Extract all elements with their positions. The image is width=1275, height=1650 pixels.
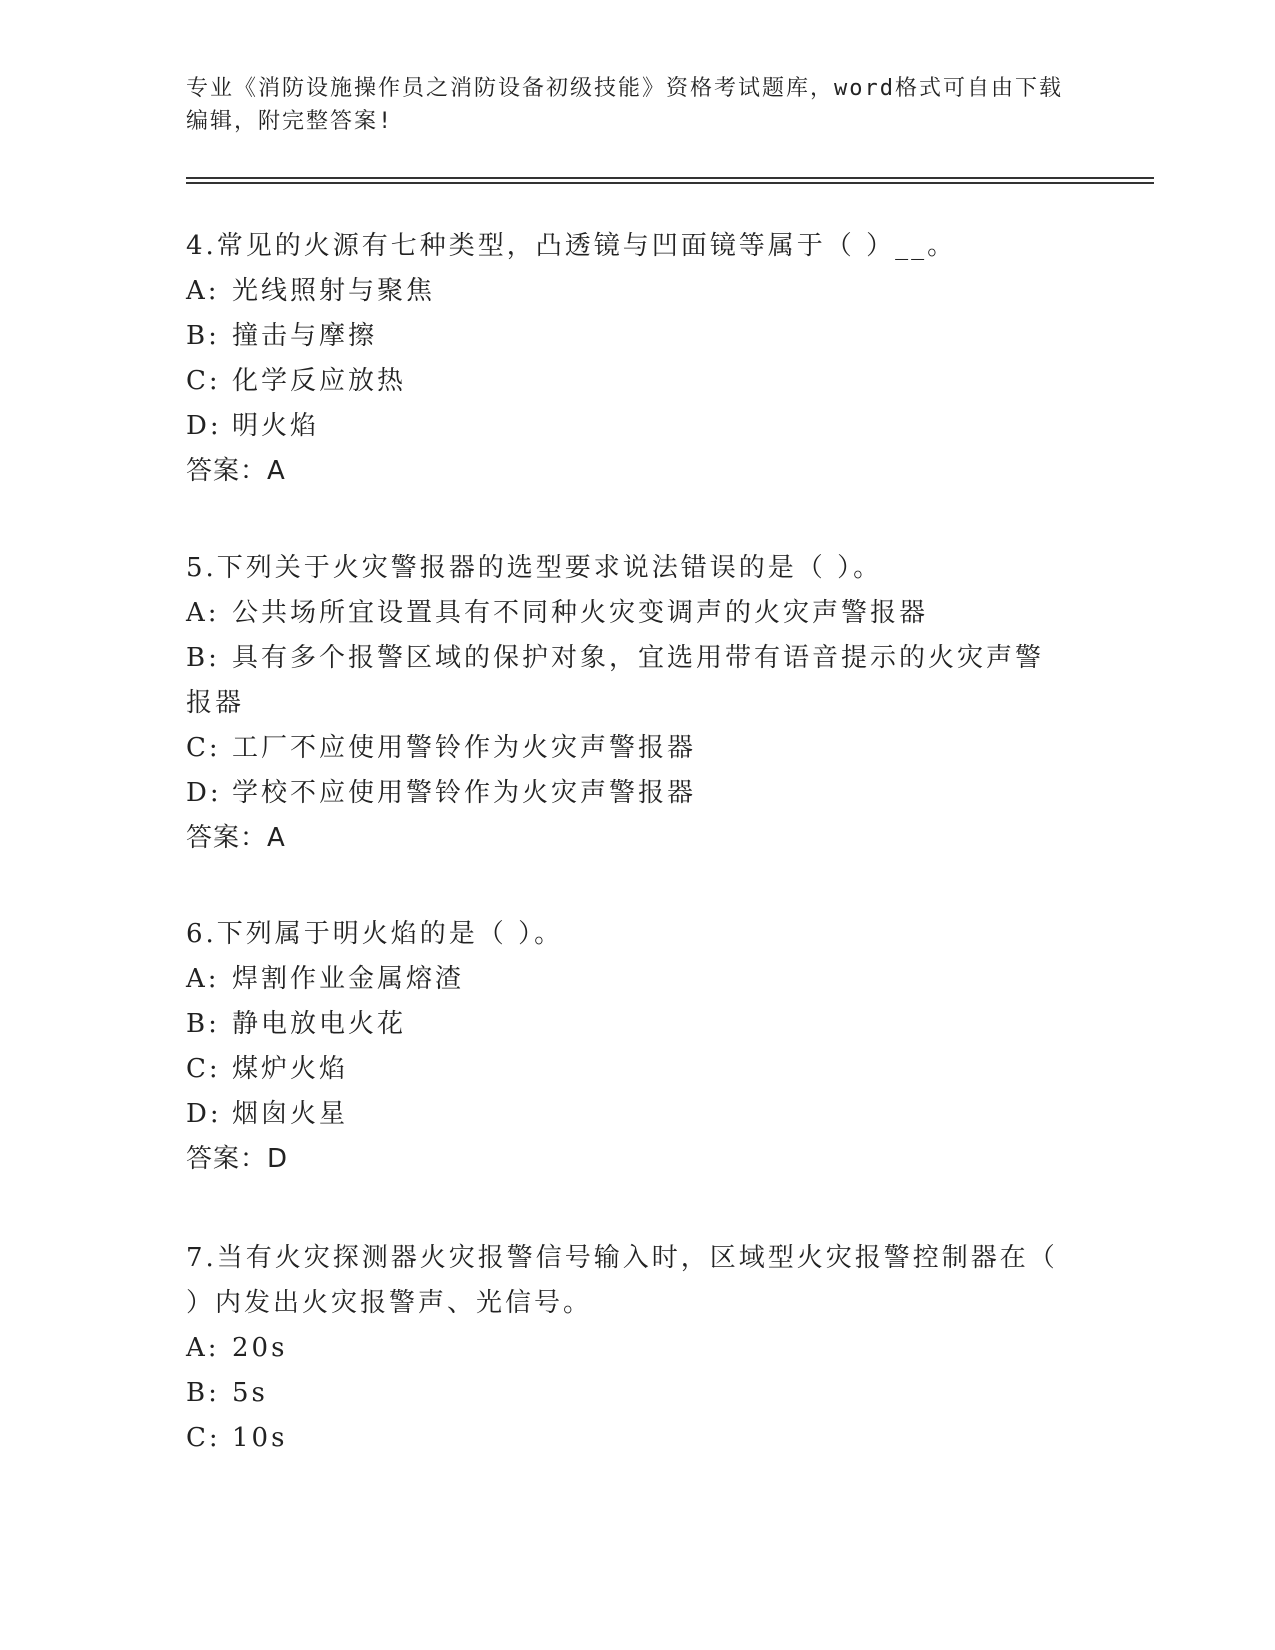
option-key: D: [186,778,222,808]
option-a [186,957,1086,1002]
option-d [186,1092,1086,1137]
option-key: C: [186,1054,221,1084]
option-c [186,1416,1086,1461]
option-text: 撞击与摩擦 [232,321,378,351]
question-4 [186,224,1086,494]
option-d [186,771,1086,816]
option-text: 公共场所宜设置具有不同种火灾变调声的火灾声警报器 [232,598,929,628]
option-c [186,726,1086,771]
question-stem: 7.当有火灾探测器火灾报警信号输入时，区域型火灾报警控制器在（ ）内发出火灾报警声、光信号。 [186,1243,1058,1318]
option-text: 静电放电火花 [232,1009,407,1039]
option-text: 明火焰 [232,411,320,441]
option-text: 烟囱火星 [232,1099,349,1129]
option-key: A: [186,964,220,994]
option-text: 工厂不应使用警铃作为火灾声警报器 [232,733,697,763]
option-a [186,1326,1086,1371]
option-key: D: [186,1099,222,1129]
option-key: C: [186,1423,221,1453]
question-stem: 4.常见的火源有七种类型，凸透镜与凹面镜等属于（ ）__。 [186,231,957,261]
option-text: 焊割作业金属熔渣 [232,964,465,994]
option-text: 光线照射与聚焦 [232,276,436,306]
question-7 [186,1236,1086,1461]
option-a [186,591,1086,636]
option-text: 化学反应放热 [232,366,407,396]
option-b [186,1371,1086,1416]
option-a [186,269,1086,314]
option-b [186,636,1066,726]
option-text: 5s [232,1378,268,1408]
option-key: C: [186,366,221,396]
option-key: B: [186,1378,220,1408]
answer-line: 答案：D [186,1144,289,1174]
option-key: B: [186,321,220,351]
option-text: 10s [232,1423,288,1453]
question-6 [186,912,1086,1182]
option-key: B: [186,643,220,673]
option-key: A: [186,598,220,628]
answer-line: 答案：A [186,456,286,486]
option-key: B: [186,1009,220,1039]
question-stem: 5.下列关于火灾警报器的选型要求说法错误的是（ ）。 [186,553,883,583]
question-stem: 6.下列属于明火焰的是（ ）。 [186,919,564,949]
option-c [186,359,1086,404]
option-d [186,404,1086,449]
option-key: D: [186,411,222,441]
option-text: 20s [232,1333,288,1363]
option-c [186,1047,1086,1092]
option-text: 学校不应使用警铃作为火灾声警报器 [232,778,697,808]
option-text: 具有多个报警区域的保护对象，宜选用带有语音提示的火灾声警报器 [186,643,1045,718]
option-key: A: [186,1333,220,1363]
option-b [186,1002,1086,1047]
header-divider-top [186,177,1154,179]
document-intro: 专业《消防设施操作员之消防设备初级技能》资格考试题库，word格式可自由下载编辑，附完整答案! [186,76,1063,134]
option-b [186,314,1086,359]
option-key: A: [186,276,220,306]
option-text: 煤炉火焰 [232,1054,349,1084]
option-key: C: [186,733,221,763]
answer-line: 答案：A [186,823,286,853]
question-5 [186,546,1086,861]
header-divider-bottom [186,182,1154,184]
